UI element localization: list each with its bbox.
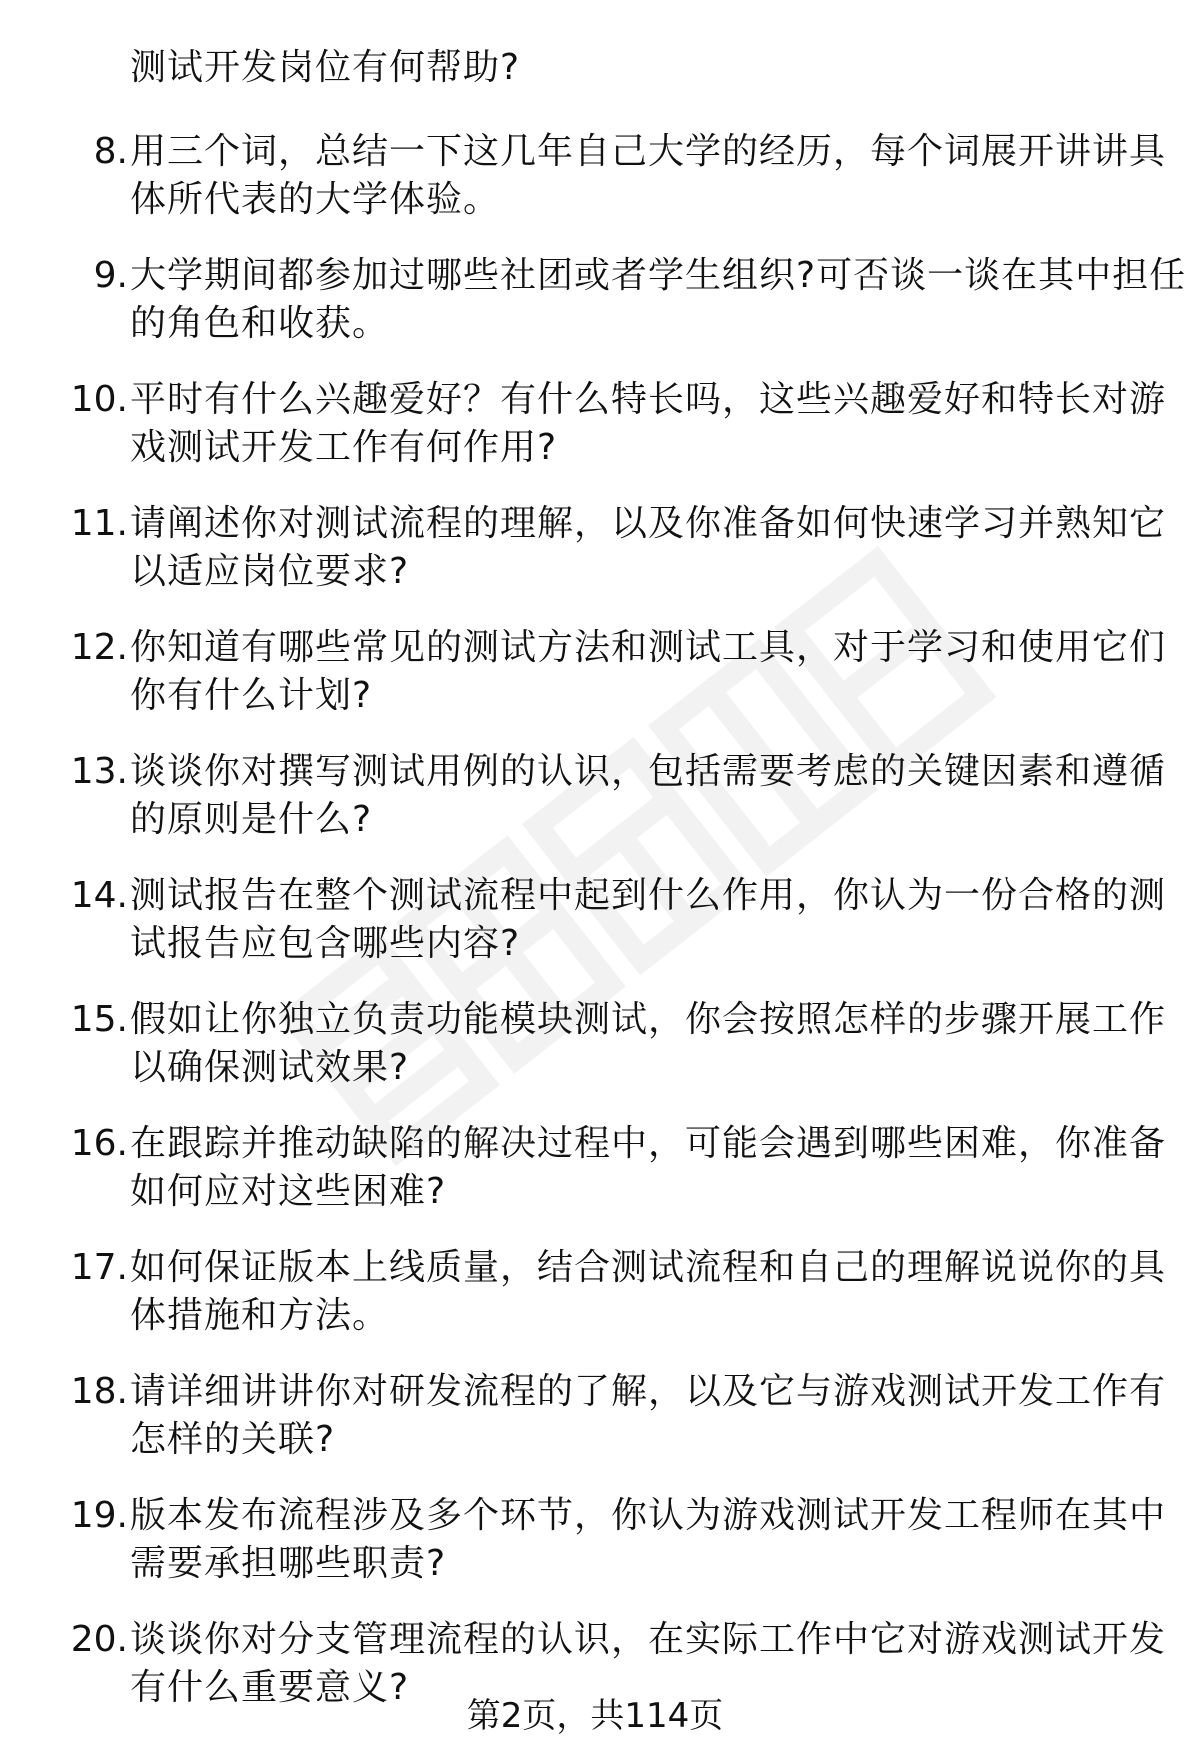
- question-text: [130, 624, 1167, 720]
- question-text-line: 大学期间都参加过哪些社团或者学生组织?可否谈一谈在其中担任: [130, 255, 1187, 296]
- question-number: 16.: [70, 1123, 128, 1164]
- question-text: [130, 1492, 1167, 1588]
- question-number: 18.: [70, 1371, 128, 1412]
- question-text-line: 戏测试开发工作有何作用?: [130, 427, 558, 468]
- question-text: [130, 1368, 1167, 1464]
- question-text-line: 在跟踪并推动缺陷的解决过程中，可能会遇到哪些困难，你准备: [130, 1123, 1167, 1164]
- question-number: 12.: [70, 627, 128, 668]
- question-text-line: 的原则是什么?: [130, 799, 373, 840]
- question-text-line: 谈谈你对撰写测试用例的认识，包括需要考虑的关键因素和遵循: [130, 751, 1167, 792]
- question-item: [0, 1368, 1190, 1492]
- question-text: [130, 872, 1167, 968]
- question-text-line: 以适应岗位要求?: [130, 551, 410, 592]
- question-number: 20.: [70, 1619, 128, 1660]
- question-text-line: 用三个词，总结一下这几年自己大学的经历，每个词展开讲讲具: [130, 131, 1167, 172]
- question-item: [0, 500, 1190, 624]
- question-text: [130, 748, 1167, 844]
- question-item: [0, 996, 1190, 1120]
- question-text-line: 体措施和方法。: [130, 1295, 390, 1336]
- question-text-line: 请详细讲讲你对研发流程的了解，以及它与游戏测试开发工作有: [130, 1371, 1167, 1412]
- question-list: [0, 128, 1190, 1740]
- question-text: [130, 500, 1167, 596]
- question-text-line: 假如让你独立负责功能模块测试，你会按照怎样的步骤开展工作: [130, 999, 1167, 1040]
- question-text: [130, 376, 1167, 472]
- question-item: [0, 252, 1190, 376]
- question-number: 17.: [70, 1247, 128, 1288]
- question-number: 8.: [93, 131, 128, 172]
- question-text: [130, 128, 1167, 224]
- question-number: 11.: [70, 503, 128, 544]
- question-item: [0, 128, 1190, 252]
- question-number: 9.: [93, 255, 128, 296]
- question-text-line: 需要承担哪些职责?: [130, 1543, 447, 1584]
- question-number: 10.: [70, 379, 128, 420]
- question-text-line: 如何保证版本上线质量，结合测试流程和自己的理解说说你的具: [130, 1247, 1167, 1288]
- question-text-line: 的角色和收获。: [130, 303, 390, 344]
- question-text-line: 怎样的关联?: [130, 1419, 336, 1460]
- question-number: 13.: [70, 751, 128, 792]
- question-text: [130, 252, 1187, 348]
- question-text-line: 有什么重要意义?: [130, 1667, 410, 1708]
- question-item: [0, 872, 1190, 996]
- question-item: [0, 624, 1190, 748]
- question-text-line: 你知道有哪些常见的测试方法和测试工具，对于学习和使用它们: [130, 627, 1167, 668]
- question-number: 15.: [70, 999, 128, 1040]
- question-text-line: 体所代表的大学体验。: [130, 179, 501, 220]
- question-number: 19.: [70, 1495, 128, 1536]
- question-text: [130, 996, 1167, 1092]
- question-text: [130, 1120, 1167, 1216]
- question-text-line: 平时有什么兴趣爱好？有什么特长吗，这些兴趣爱好和特长对游: [130, 379, 1167, 420]
- question-item: [0, 376, 1190, 500]
- question-text-line: 你有什么计划?: [130, 675, 373, 716]
- question-text-line: 版本发布流程涉及多个环节，你认为游戏测试开发工程师在其中: [130, 1495, 1167, 1536]
- question-text-line: 如何应对这些困难?: [130, 1171, 447, 1212]
- question-text: [130, 1244, 1167, 1340]
- continued-question-text: 测试开发岗位有何帮助?: [130, 47, 521, 88]
- question-text-line: 测试报告在整个测试流程中起到什么作用，你认为一份合格的测: [130, 875, 1167, 916]
- question-text-line: 请阐述你对测试流程的理解，以及你准备如何快速学习并熟知它: [130, 503, 1167, 544]
- question-item: [0, 748, 1190, 872]
- question-item: [0, 1120, 1190, 1244]
- page-number-footer: 第2页，共114页: [466, 1696, 724, 1736]
- question-text-line: 试报告应包含哪些内容?: [130, 923, 521, 964]
- question-text-line: 谈谈你对分支管理流程的认识，在实际工作中它对游戏测试开发: [130, 1619, 1167, 1660]
- question-number: 14.: [70, 875, 128, 916]
- question-item: [0, 1244, 1190, 1368]
- question-text-line: 以确保测试效果?: [130, 1047, 410, 1088]
- question-item: [0, 1492, 1190, 1616]
